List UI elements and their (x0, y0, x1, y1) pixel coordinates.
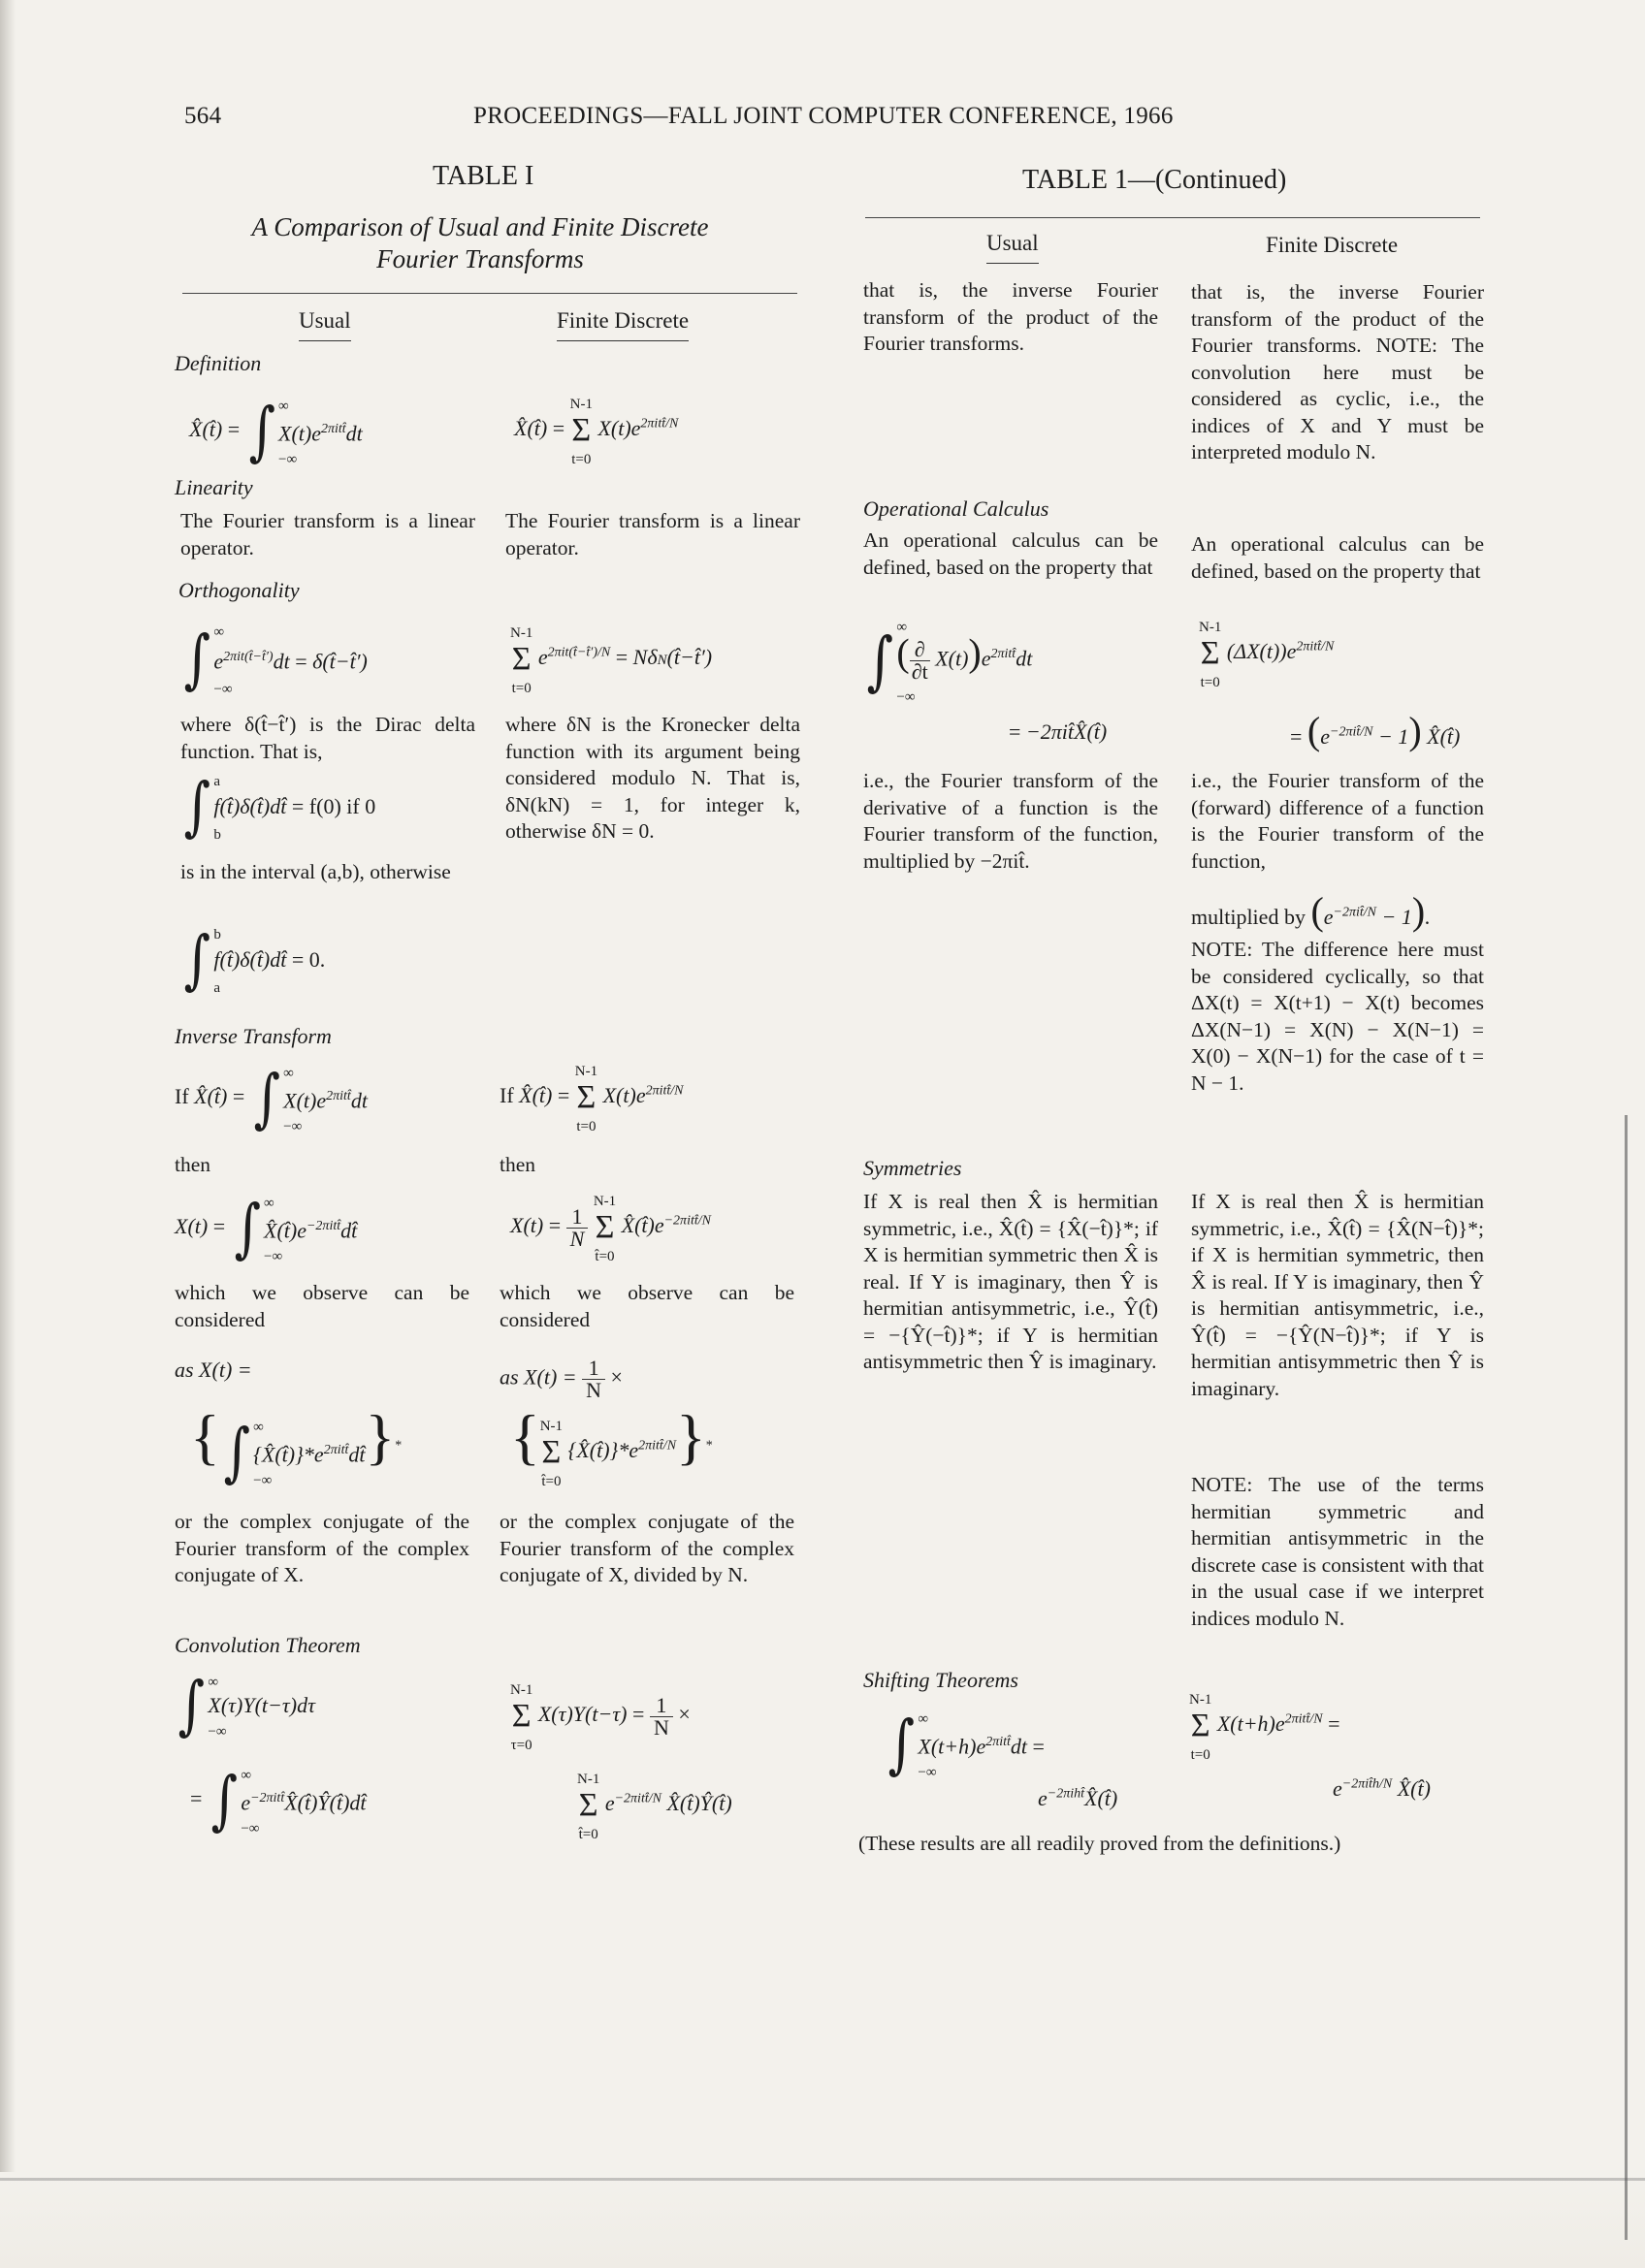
eq-shift-usual: ∫ ∞ $X(t+h)e^{2\pi itt̂}dt$ = −∞ (887, 1707, 1045, 1782)
table-title-right: TABLE 1—(Continued) (1022, 165, 1287, 195)
eq-conj-usual: {∫ ∞ $\{X̂(t̂)\}*e^{2\pi itt̂}dt̂$ −∞}* (190, 1402, 403, 1489)
eq-op-multiplied: multiplied by $(e^{-2\pi it̂/N} - 1)$. (1191, 889, 1431, 933)
then-usual: then (175, 1153, 211, 1176)
op-note: NOTE: The difference here must be considered cyclically, so that ΔX(t) = X(t+1) − X(t) becomes ΔX(N−1) = X(N) − X(N−1) = X(0) − X(N−1) for the case of t = N − 1. (1191, 938, 1484, 1095)
conj-usual-text: or the complex conjugate of the Fourier transform of the complex conjugate of X. (175, 1510, 469, 1586)
inverse-product-finite: that is, the inverse Fourier transform of the product of the Fourier transforms. NOTE: The convolution here must be considered as cyclic, i.e., the indices of X and Y must be interpreted modulo N. (1191, 280, 1484, 463)
section-shifting: Shifting Theorems (863, 1668, 1018, 1692)
eq-shift-finite-result: $e^{-2\pi it̂h/N}$ X̂(t̂) (1333, 1776, 1431, 1801)
col-header-usual (299, 308, 351, 341)
eq-shift-finite: N-1 Σ t=0 $X(t+h)e^{2\pi itt̂/N}$ = (1189, 1692, 1340, 1763)
journal-title: PROCEEDINGS—FALL JOINT COMPUTER CONFERENCE, 1966 (473, 103, 1174, 129)
eq-op-usual: ∫ ∞ ( ∂ ∂t $X(t))e^{2\pi itt̂}dt$ −∞ (866, 620, 1033, 705)
col-header-finite-right-label: Finite Discrete (1266, 233, 1399, 257)
eq-inverse-usual-if: If X̂(t̂) = ∫ ∞ $X(t)e^{2\pi itt̂}dt$ −∞ (175, 1061, 368, 1136)
footer-note: (These results are all readily proved from the definitions.) (858, 1832, 1341, 1855)
col-header-usual-label: Usual (299, 308, 351, 341)
col-header-finite (557, 308, 689, 341)
eq-op-usual-result: = −2πit̂X̂(t̂) (1009, 719, 1108, 744)
section-convolution: Convolution Theorem (175, 1633, 361, 1657)
op-finite-after: i.e., the Fourier transform of the (forward) difference of a function is the Fourier transform of the function, (1191, 769, 1484, 873)
orth-usual-text-2: is in the interval (a,b), otherwise (180, 860, 451, 883)
eq-orthogonality-usual: ∫ ∞ $e^{2\pi it(t̂-t̂')}dt$ = δ(t̂−t̂′) −∞ (183, 622, 368, 698)
as-x-finite: as X(t) = 1 N × (500, 1356, 623, 1402)
section-orthogonality: Orthogonality (178, 578, 300, 602)
then-finite: then (500, 1153, 536, 1176)
eq-orthogonality-finite: N-1 Σ t=0 $e^{2\pi it(t̂-t̂')/N}$ = NδN(t̂−t̂′) (510, 625, 713, 696)
eq-conv-usual-1: ∫ ∞ X(τ)Y(t−τ)dτ −∞ (177, 1668, 315, 1742)
eq-conv-usual-2: = ∫ ∞ $e^{-2\pi itt̂}X̂(t̂)Ŷ(t̂)dt̂$ −∞ (190, 1763, 367, 1838)
section-linearity: Linearity (175, 475, 253, 499)
orth-eq0: = 0. (291, 947, 326, 972)
inverse-product-usual: that is, the inverse Fourier transform of the product of the Fourier transforms. (863, 278, 1158, 355)
section-definition: Definition (175, 351, 262, 375)
subtitle-line-1: A Comparison of Usual and Finite Discrete (251, 212, 709, 241)
scan-line (0, 2178, 1645, 2181)
as-x-finite-label: as X(t) = (500, 1364, 577, 1390)
eq-orth-usual-zero: ∫ b f(t̂)δ(t̂)dt̂ = 0. a (183, 922, 326, 997)
as-x-usual (175, 1358, 252, 1383)
eq-definition-usual: X̂(t̂) = ∫ ∞ $X(t)e^{2\pi itt̂}dt$ −∞ (189, 394, 363, 469)
table-title-left: TABLE I (433, 161, 534, 191)
orth-finite-text: where δN is the Kronecker delta function with its argument being considered modulo N. That is, δN(kN) = 1, for integer k, otherwise δN = 0. (505, 713, 800, 843)
section-inverse: Inverse Transform (175, 1024, 332, 1048)
op-usual-after: i.e., the Fourier transform of the derivative of a function is the Fourier transform of the function, multiplied by −2πit̂. (863, 769, 1158, 873)
eq-inverse-usual: X(t) = ∫ ∞ $X̂(t̂)e^{-2\pi itt̂}dt̂$ −∞ (175, 1191, 358, 1266)
orth-usual-text: where δ(t̂−t̂′) is the Dirac delta function. That is, (180, 713, 475, 763)
scan-right-edge (1625, 1115, 1628, 2240)
eq-shift-usual-result: $e^{-2\pi iht̂}X̂(t̂)$ (1038, 1786, 1118, 1810)
col-header-finite-label: Finite Discrete (557, 308, 689, 341)
linearity-finite: The Fourier transform is a linear operator. (505, 509, 800, 559)
eq-op-finite: N-1 Σ t=0 $(\Delta X(t))e^{2\pi itt̂/N}$ (1199, 620, 1335, 690)
orth-if0: f(0) if 0 (308, 794, 376, 818)
eq-conv-finite-1: N-1 Σ τ=0 X(τ)Y(t−τ) = 1 N × (510, 1682, 691, 1753)
eq-orth-usual-delta: ∫ a f(t̂)δ(t̂)dt̂ = f(0) if 0 b (183, 769, 376, 844)
if-finite: If (500, 1083, 514, 1108)
eq-conj-finite: {N-1 Σ t̂=0 $\{X̂(t̂)\}*e^{2\pi itt̂/N}\}^*$ (510, 1402, 713, 1489)
page-number: 564 (184, 103, 222, 129)
op-finite-text: An operational calculus can be defined, based on the property that (1191, 532, 1484, 583)
op-usual-text: An operational calculus can be defined, based on the property that (863, 528, 1158, 579)
col-header-usual-right (986, 231, 1039, 264)
col-header-finite-right (1266, 233, 1398, 258)
table-rule-left (182, 293, 797, 294)
sym-finite: If X is real then X̂ is hermitian symmetric, i.e., X̂(t̂) = {X̂(N−t̂)}*; if X is hermitian symmetric, then X̂ is real. If Y is imaginary, then Ŷ is hermitian antisymmetric, i.e., Ŷ(t̂) = −{Ŷ(N−t̂)}*; if Y is hermitian antisymmetric then Ŷ is imaginary. (1191, 1190, 1484, 1400)
sym-usual: If X is real then X̂ is hermitian symmetric, i.e., X̂(t̂) = {X̂(−t̂)}*; if X is hermitian symmetric then X̂ is real. If Y is imaginary, then Ŷ is hermitian antisymmetric, i.e., Ŷ(t̂) = −{Ŷ(−t̂)}*; if Y is hermitian antisymmetric then Ŷ is imaginary. (863, 1190, 1158, 1373)
table-rule-right (865, 217, 1480, 218)
col-header-usual-right-label: Usual (986, 231, 1039, 264)
as-x-usual-label: as X(t) = (175, 1358, 252, 1382)
if-usual: If (175, 1084, 189, 1109)
scan-bottom-edge (0, 2172, 1645, 2268)
multiplied-by-label: multiplied by (1191, 905, 1306, 929)
scan-left-edge (0, 0, 16, 2268)
eq-conv-finite-2: N-1 Σ t̂=0 $e^{-2\pi itt̂/N}$ X̂(t̂)Ŷ(t̂) (577, 1772, 732, 1842)
section-operational: Operational Calculus (863, 496, 1049, 521)
eq-inverse-finite: $X(t) = \frac{1}{N} N-1$ Σ t̂=0 $X̂(t̂)e^{-2\pi itt̂/N}$ (510, 1194, 711, 1264)
eq-inverse-finite-if: If X̂(t̂) = N-1 Σ t=0 $X(t)e^{2\pi itt̂/N}$ (500, 1064, 684, 1134)
table-subtitle (175, 211, 786, 275)
subtitle-line-2: Fourier Transforms (376, 244, 584, 273)
section-symmetries: Symmetries (863, 1156, 962, 1180)
sym-note: NOTE: The use of the terms hermitian symmetric and hermitian antisymmetric in the discrete case is consistent with that in the usual case if we interpret indices modulo N. (1191, 1473, 1484, 1630)
observe-usual: which we observe can be considered (175, 1281, 469, 1331)
eq-op-finite-result: = $(e^{-2\pi it̂/N} - 1)$ X̂(t̂) (1290, 709, 1461, 752)
linearity-usual: The Fourier transform is a linear operator. (180, 509, 475, 559)
conj-finite-text: or the complex conjugate of the Fourier transform of the complex conjugate of X, divided by N. (500, 1510, 794, 1586)
eq-definition-finite: X̂(t̂) = N-1 Σ t=0 $X(t)e^{2\pi itt̂/N}$ (514, 397, 679, 467)
observe-finite: which we observe can be considered (500, 1281, 794, 1331)
